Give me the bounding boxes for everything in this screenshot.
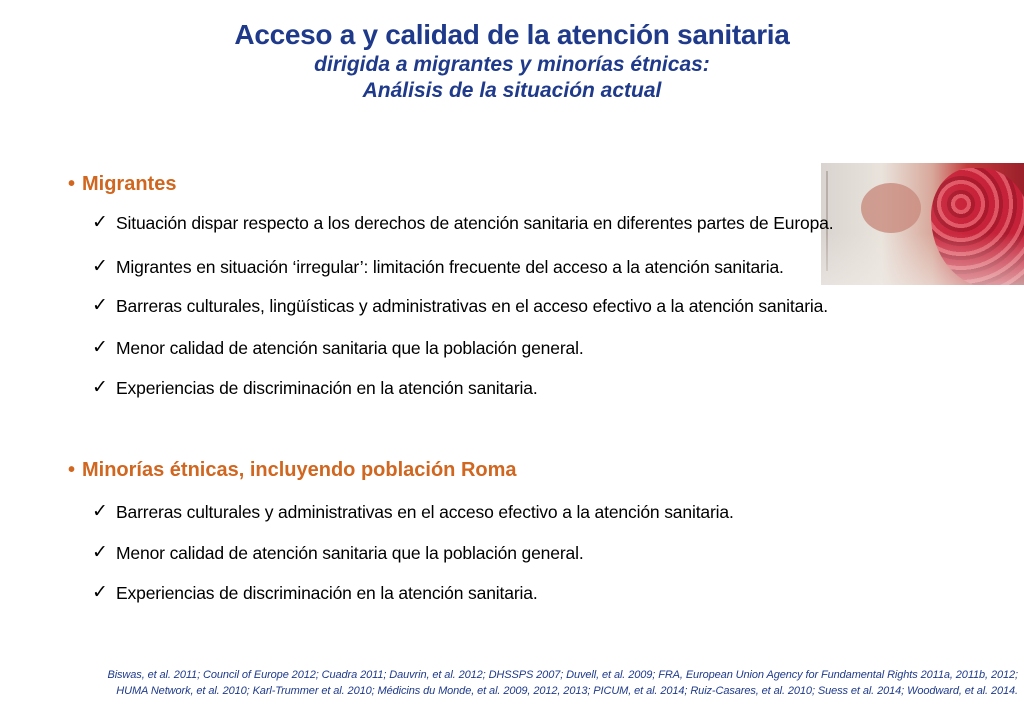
section-heading: • Minorías étnicas, incluyendo población Roma bbox=[68, 459, 517, 481]
checkmark-icon: ✓ bbox=[92, 336, 108, 358]
list-item: ✓ Menor calidad de atención sanitaria que la población general. bbox=[92, 336, 584, 358]
section-heading: • Migrantes bbox=[68, 173, 177, 195]
list-item: ✓ Barreras culturales, lingüísticas y administrativas en el acceso efectivo a la atención sanitaria. bbox=[92, 294, 828, 316]
checkmark-icon: ✓ bbox=[92, 581, 108, 603]
slide-title: Acceso a y calidad de la atención sanitaria bbox=[234, 19, 790, 50]
list-item: ✓ Barreras culturales y administrativas en el acceso efectivo a la atención sanitaria. bbox=[92, 500, 734, 522]
slide-subtitle-2: Análisis de la situación actual bbox=[362, 79, 662, 102]
decorative-photo bbox=[821, 163, 1024, 285]
section-migrantes bbox=[68, 172, 834, 398]
list-item: ✓ Situación dispar respecto a los derechos de atención sanitaria en diferentes partes de Europa. bbox=[92, 211, 834, 233]
list-item: ✓ Menor calidad de atención sanitaria que la población general. bbox=[92, 541, 584, 563]
checkmark-icon: ✓ bbox=[92, 500, 108, 522]
checkmark-icon: ✓ bbox=[92, 376, 108, 398]
bullet-icon: • bbox=[68, 173, 76, 195]
references-line-1: Biswas, et al. 2011; Council of Europe 2012; Cuadra 2011; Dauvrin, et al. 2012; DHSSPS 2007; Duvell, et al. 2009; FRA, European Union Agency for Fundamental Rights 2011a, 2011b, 2012; bbox=[107, 669, 1018, 681]
references-line-2: HUMA Network, et al. 2010; Karl-Trummer et al. 2010; Médicins du Monde, et al. 2009, 2012, 2013; PICUM, et al. 2014; Ruiz-Casares, et al. 2010; Suess et al. 2014; Woodward, et al. 2014. bbox=[116, 685, 1018, 697]
checkmark-icon: ✓ bbox=[92, 541, 108, 563]
list-item: ✓ Experiencias de discriminación en la atención sanitaria. bbox=[92, 376, 538, 398]
list-item: ✓ Migrantes en situación ‘irregular’: limitación frecuente del acceso a la atención sanitaria. bbox=[92, 255, 784, 277]
section-minorias-etnicas bbox=[68, 458, 734, 603]
list-item: ✓ Experiencias de discriminación en la atención sanitaria. bbox=[92, 581, 538, 603]
checkmark-icon: ✓ bbox=[92, 255, 108, 277]
slide-title-block bbox=[0, 18, 1024, 104]
slide-subtitle-1: dirigida a migrantes y minorías étnicas: bbox=[314, 53, 710, 76]
references bbox=[0, 667, 1018, 699]
bullet-icon: • bbox=[68, 459, 76, 481]
checkmark-icon: ✓ bbox=[92, 294, 108, 316]
checkmark-icon: ✓ bbox=[92, 211, 108, 233]
